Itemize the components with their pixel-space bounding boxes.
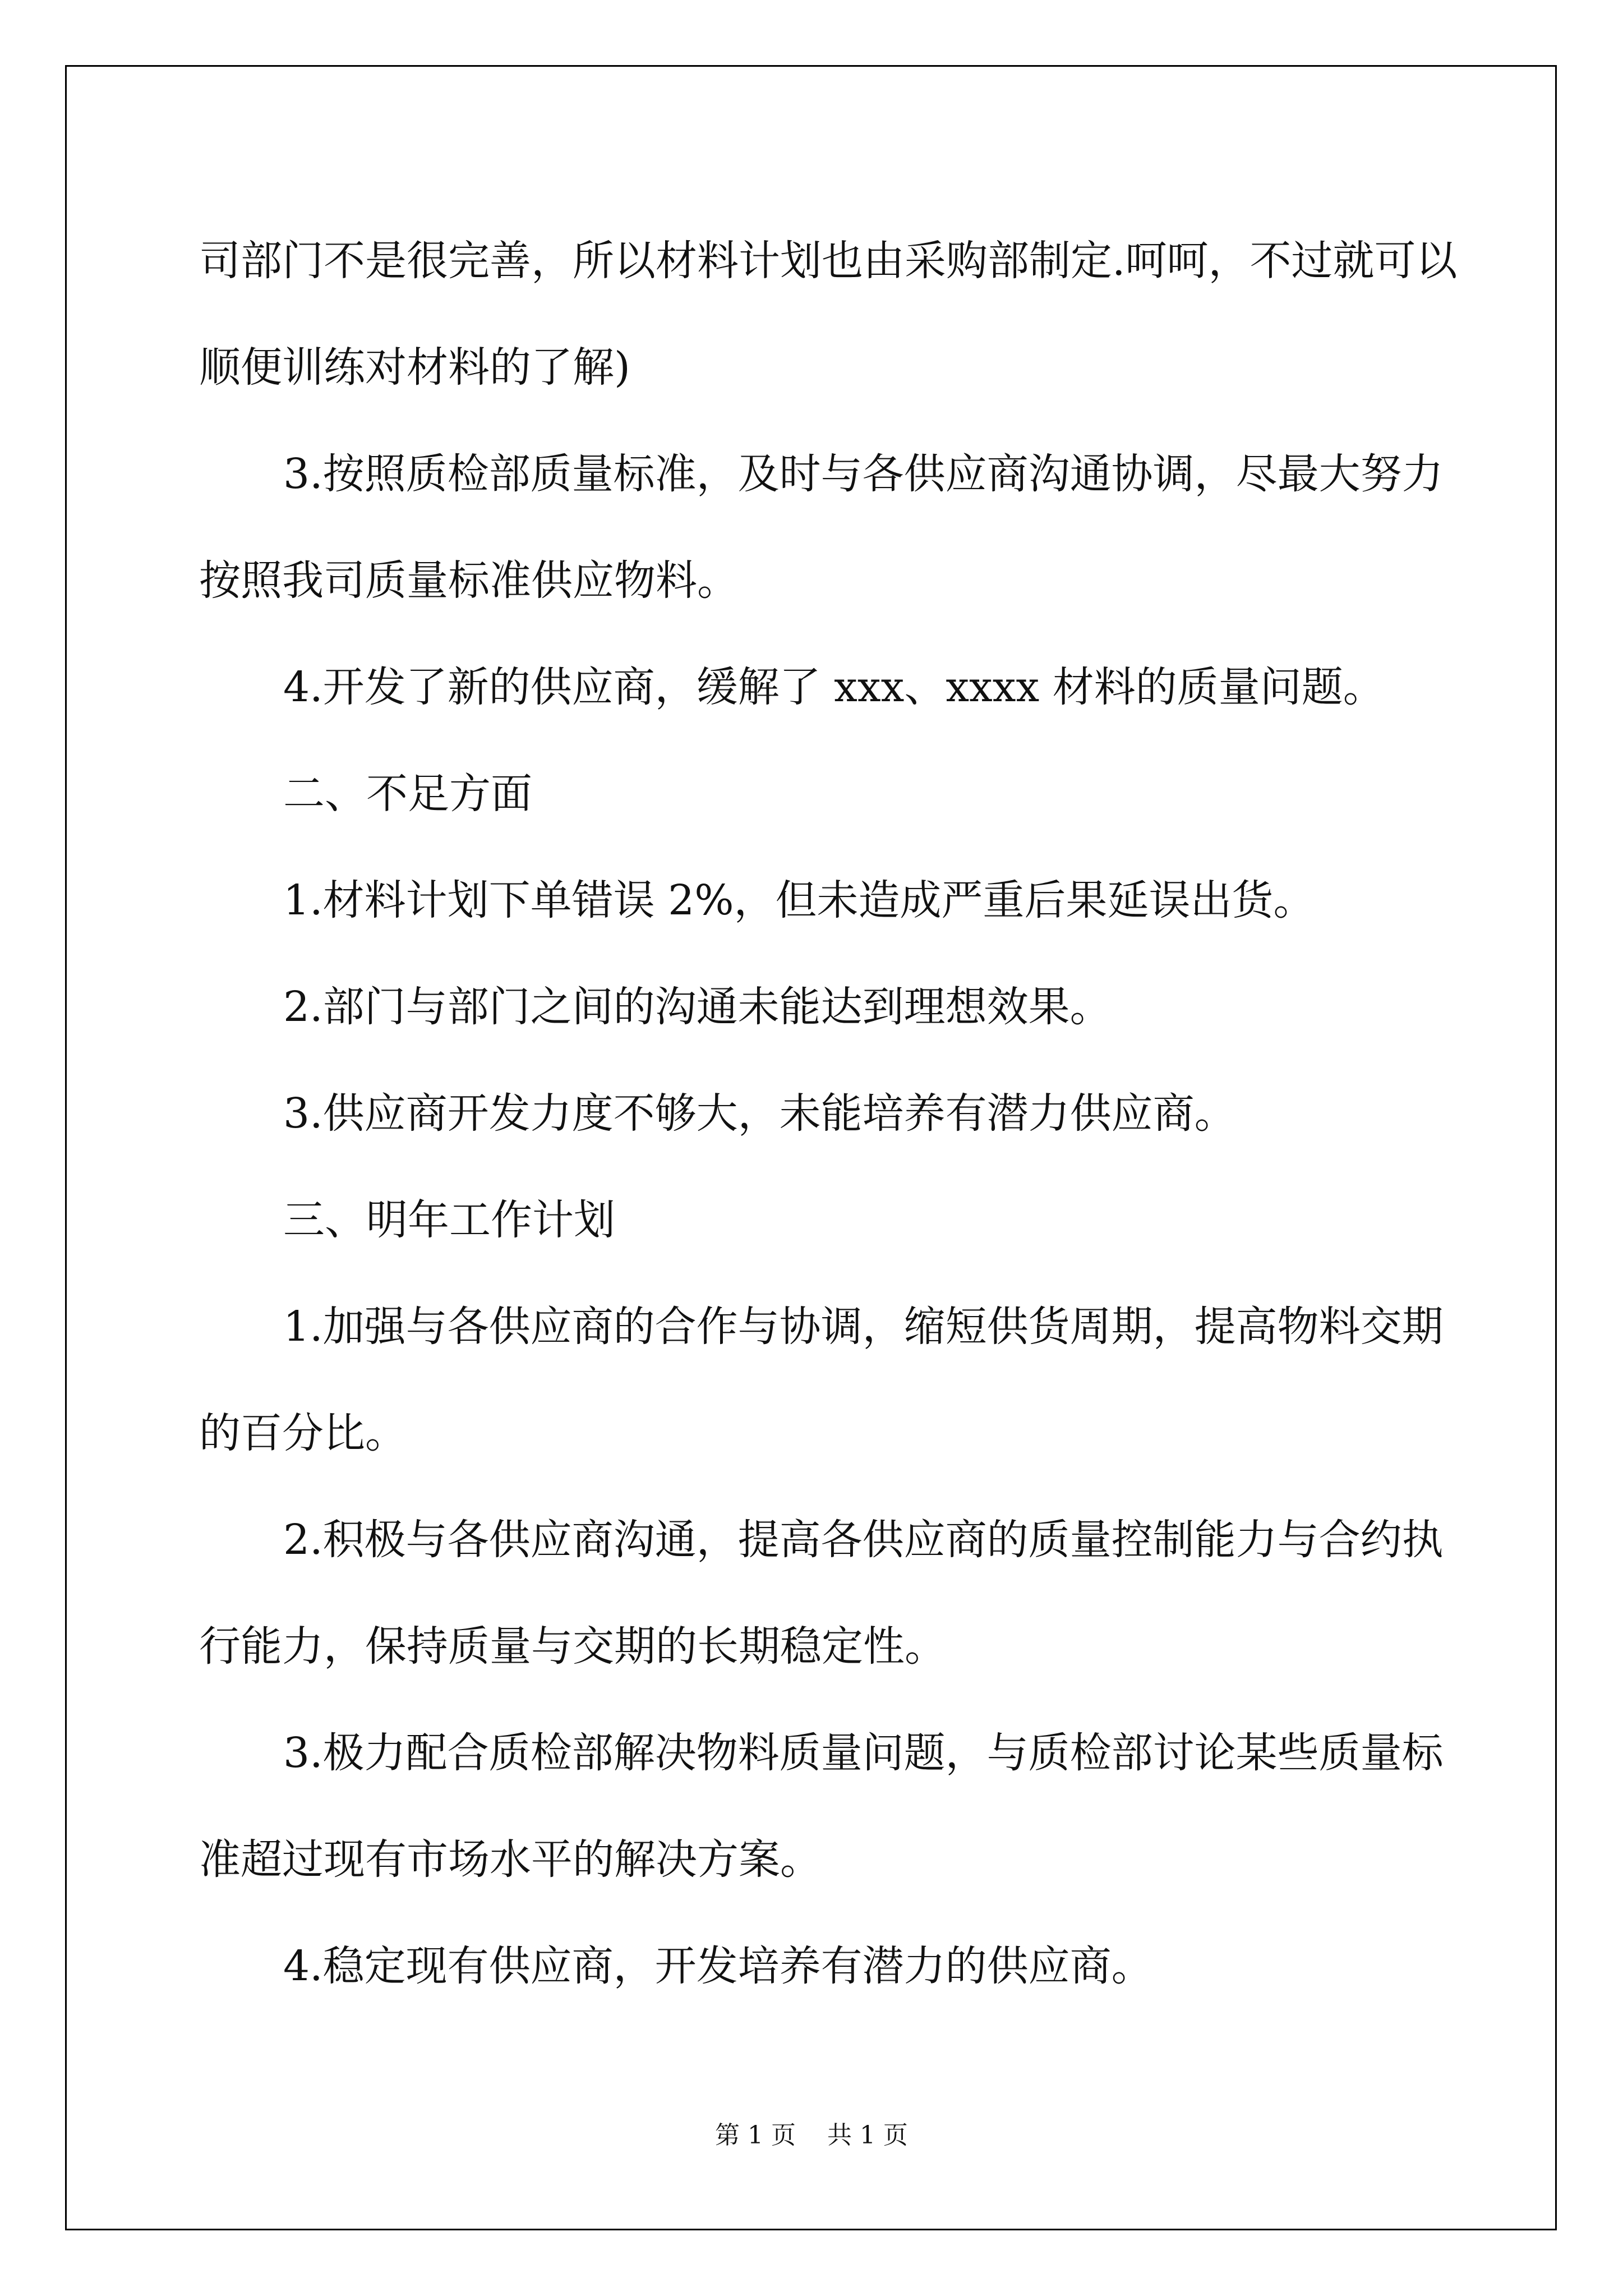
paragraph-line: 3.极力配合质检部解决物料质量问题，与质检部讨论某些质量标	[283, 1729, 1444, 1777]
paragraph-line: 3.供应商开发力度不够大，未能培养有潜力供应商。	[283, 1089, 1236, 1138]
paragraph-line: 1.材料计划下单错误 2%，但未造成严重后果延误出货。	[283, 876, 1315, 924]
page-footer	[0, 2115, 1623, 2151]
paragraph-line: 准超过现有市场水平的解决方案。	[199, 1835, 822, 1884]
paragraph-line: 顺便训练对材料的了解)	[199, 343, 630, 392]
paragraph-line: 2.积极与各供应商沟通，提高各供应商的质量控制能力与合约执	[283, 1516, 1444, 1564]
paragraph-line: 的百分比。	[199, 1409, 407, 1457]
paragraph-line: 4.开发了新的供应商，缓解了 xxx、xxxx 材料的质量问题。	[283, 663, 1385, 711]
paragraph-line: 按照我司质量标准供应物料。	[199, 556, 739, 605]
paragraph-line: 2.部门与部门之间的沟通未能达到理想效果。	[283, 983, 1112, 1031]
paragraph-line: 司部门不是很完善，所以材料计划也由采购部制定.呵呵，不过就可以	[199, 237, 1458, 285]
page-number: 第 1 页	[715, 2121, 796, 2150]
paragraph-line: 行能力，保持质量与交期的长期稳定性。	[199, 1622, 946, 1671]
paragraph-line: 3.按照质检部质量标准，及时与各供应商沟通协调，尽最大努力	[283, 450, 1444, 498]
page-total: 共 1 页	[827, 2121, 908, 2150]
paragraph-line: 4.稳定现有供应商，开发培养有潜力的供应商。	[283, 1942, 1153, 1990]
paragraph-line: 1.加强与各供应商的合作与协调，缩短供货周期，提高物料交期	[283, 1303, 1444, 1351]
section-heading: 三、明年工作计划	[283, 1196, 615, 1244]
section-heading: 二、不足方面	[283, 770, 532, 818]
footer-gap	[796, 2121, 827, 2150]
document-body	[199, 208, 1458, 2019]
